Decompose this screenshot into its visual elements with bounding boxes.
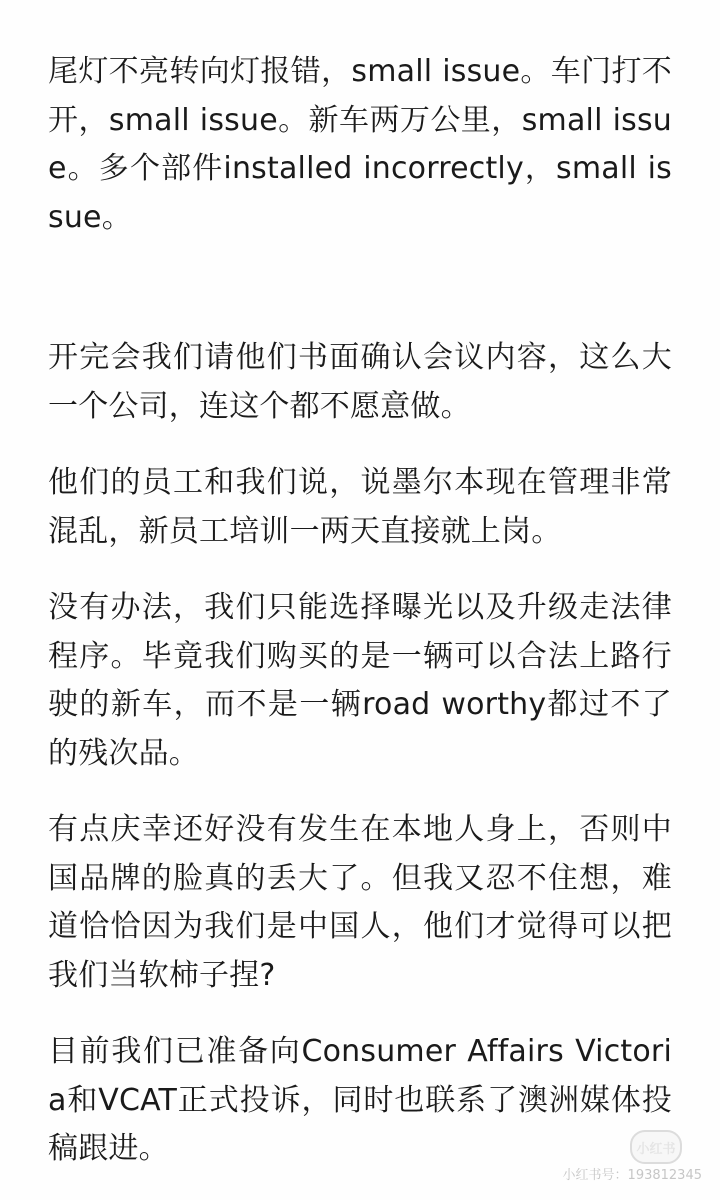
paragraph-1: 尾灯不亮转向灯报错，small issue。车门打不开，small issue。新车两万公里，small issue。多个部件installed incorrectly，small issue。 bbox=[48, 54, 672, 235]
article-body bbox=[48, 48, 672, 1174]
paragraph-3: 他们的员工和我们说，说墨尔本现在管理非常混乱，新员工培训一两天直接就上岗。 bbox=[48, 465, 672, 549]
paragraph-5: 有点庆幸还好没有发生在本地人身上，否则中国品牌的脸真的丢大了。但我又忍不住想，难道恰恰因为我们是中国人，他们才觉得可以把我们当软柿子捏? bbox=[48, 812, 672, 993]
xiaohongshu-logo-icon: 小红书 bbox=[630, 1130, 682, 1164]
paragraph-2: 开完会我们请他们书面确认会议内容，这么大一个公司，连这个都不愿意做。 bbox=[48, 340, 672, 424]
watermark-account-id: 小红书号：193812345 bbox=[562, 1168, 702, 1183]
paragraph-6: 目前我们已准备向Consumer Affairs Victoria和VCAT正式投诉，同时也联系了澳洲媒体投稿跟进。 bbox=[48, 1034, 672, 1166]
paragraph-4: 没有办法，我们只能选择曝光以及升级走法律程序。毕竟我们购买的是一辆可以合法上路行驶的新车，而不是一辆road worthy都过不了的残次品。 bbox=[48, 590, 672, 771]
watermark bbox=[563, 1130, 702, 1184]
